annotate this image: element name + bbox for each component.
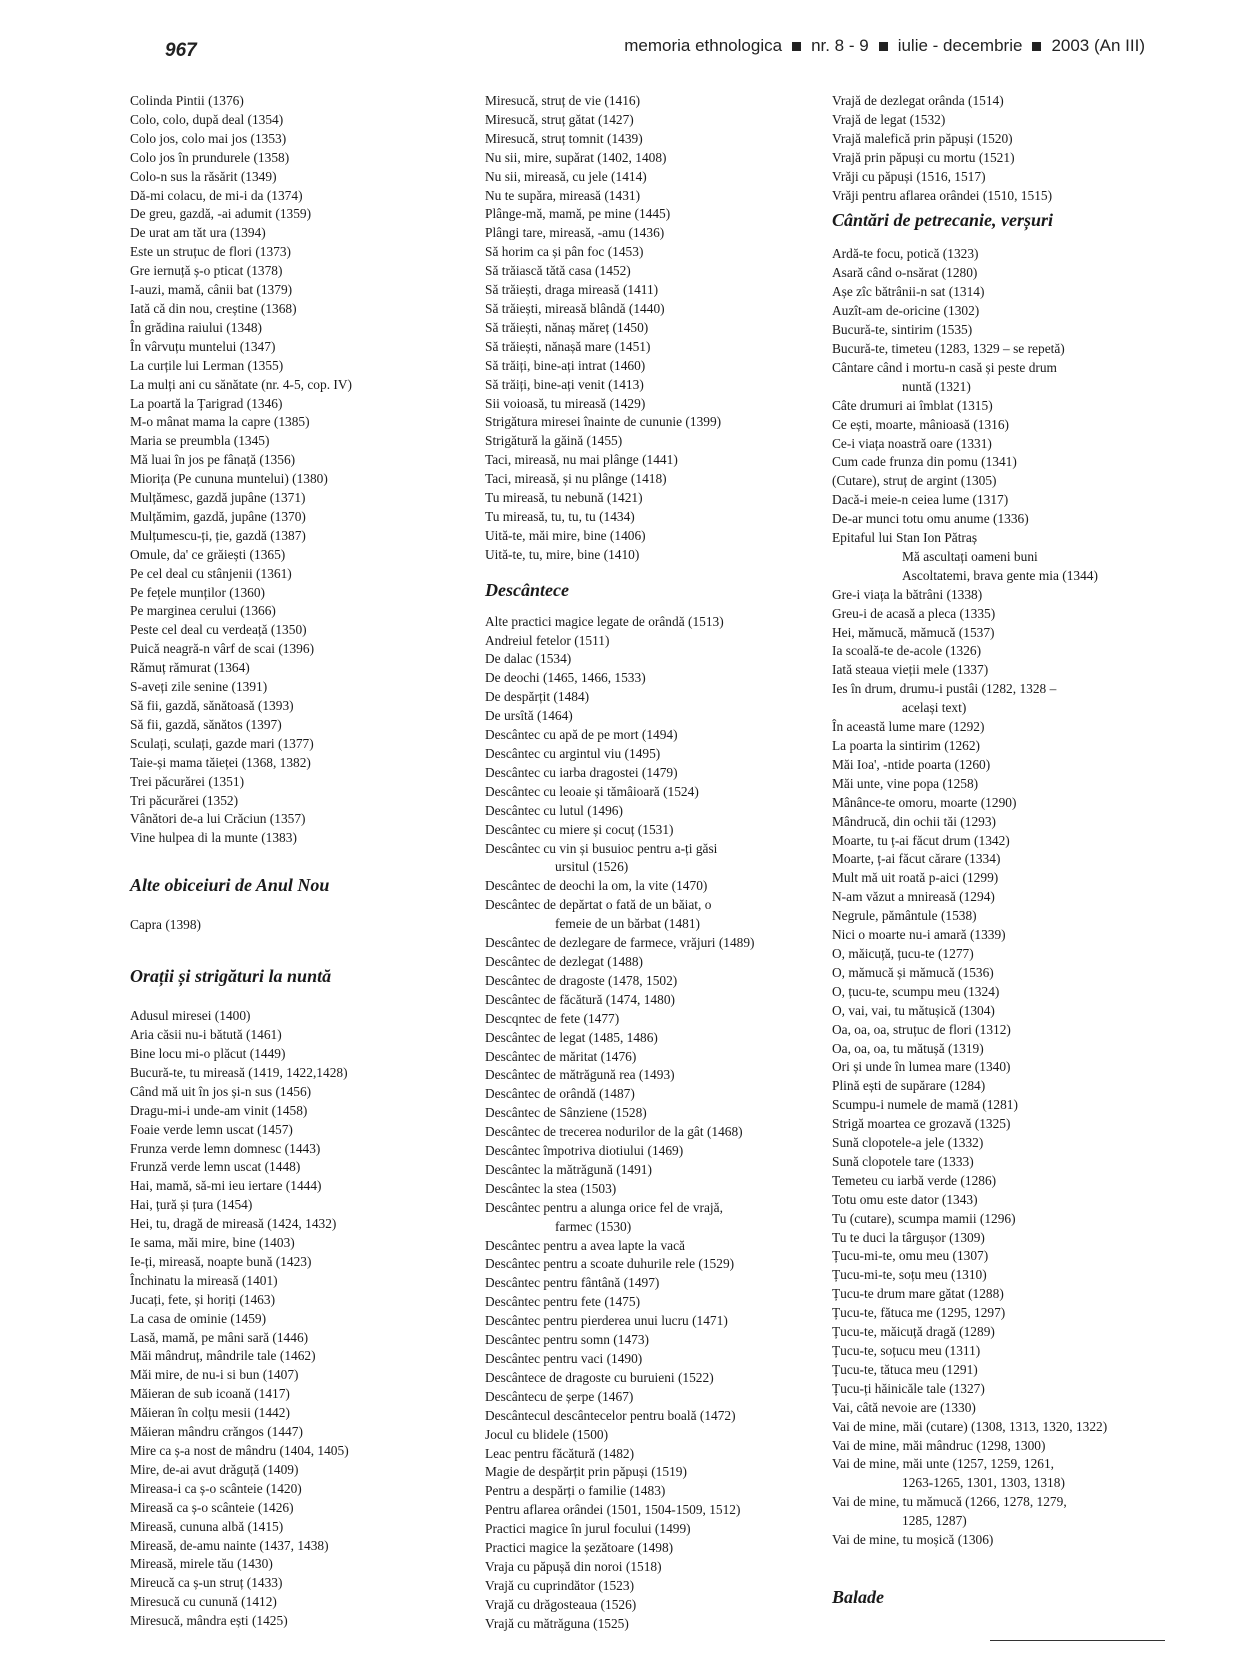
index-entry: Tu te duci la târgușor (1309) <box>832 1229 985 1245</box>
index-entry: Descântec pentru a alunga orice fel de vrajă, <box>485 1199 723 1215</box>
index-entry: S-aveți zile senine (1391) <box>130 679 268 695</box>
index-entry: Gre iernuță ș-o pticat (1378) <box>130 263 283 279</box>
index-entry: De despărțit (1484) <box>485 689 590 705</box>
index-entry: Ia scoală-te de-acole (1326) <box>832 643 982 659</box>
index-entry: Alte practici magice legate de orândă (1513) <box>485 613 724 629</box>
index-entry: Ori și unde în lumea mare (1340) <box>832 1059 1011 1075</box>
index-entry: De greu, gazdă, -ai adumit (1359) <box>130 206 312 222</box>
index-entry: Scumpu-i numele de mamă (1281) <box>832 1097 1018 1113</box>
index-entry: Vraja cu păpușă din noroi (1518) <box>485 1558 662 1574</box>
journal-issue: nr. 8 - 9 <box>811 36 869 55</box>
entry-list <box>485 92 815 565</box>
square-bullet-icon <box>1032 42 1041 51</box>
index-entry: Pe marginea cerului (1366) <box>130 603 276 619</box>
index-entry: Miorița (Pe cununa muntelui) (1380) <box>130 471 328 487</box>
index-entry: 1263-1265, 1301, 1303, 1318) <box>902 1475 1065 1491</box>
index-entry: Vai de mine, măi (cutare) (1308, 1313, 1320, 1322) <box>832 1418 1108 1434</box>
section-title: Orații și strigături la nuntă <box>130 966 332 987</box>
index-entry: Asară când o-nsărat (1280) <box>832 265 978 281</box>
index-entry: Închinatu la mireasă (1401) <box>130 1272 278 1288</box>
index-entry: Descântec cu vin și busuioc pentru a-ți găsi <box>485 840 718 856</box>
index-entry: Pe fețele munților (1360) <box>130 584 265 600</box>
index-entry: Mireasă, cununa albă (1415) <box>130 1518 284 1534</box>
index-entry: Dragu-mi-i unde-am vinit (1458) <box>130 1102 308 1118</box>
index-entry: Descântec de măritat (1476) <box>485 1048 637 1064</box>
index-entry: Țucu-te drum mare gătat (1288) <box>832 1286 1004 1302</box>
index-entry: Hei, tu, dragă de mireasă (1424, 1432) <box>130 1216 337 1232</box>
index-entry: Mulțămesc, gazdă jupâne (1371) <box>130 490 306 506</box>
index-entry: Trei păcurărei (1351) <box>130 773 245 789</box>
index-entry: Colo, colo, după deal (1354) <box>130 111 284 127</box>
section-title: Descântece <box>485 579 569 600</box>
index-entry: Descântec de trecerea nodurilor de la gât (1468) <box>485 1124 743 1140</box>
index-entry: Măi Ioa', -ntide poarta (1260) <box>832 756 991 772</box>
index-entry: Descântec cu iarba dragostei (1479) <box>485 764 678 780</box>
index-entry: Vrajă cu cuprindător (1523) <box>485 1577 635 1593</box>
index-entry: Taie-și mama tăieței (1368, 1382) <box>130 754 311 770</box>
index-entry: Mireasă, de-amu nainte (1437, 1438) <box>130 1537 329 1553</box>
index-entry: Mireasă, mirele tău (1430) <box>130 1556 273 1572</box>
index-entry: Câte drumuri ai îmblat (1315) <box>832 397 993 413</box>
index-entry: O, măicuță, țucu-te (1277) <box>832 945 974 961</box>
index-entry: Descântec împotriva diotiului (1469) <box>485 1143 684 1159</box>
index-entry: De urat am tăt ura (1394) <box>130 225 266 241</box>
index-entry: Descântec cu lutul (1496) <box>485 802 623 818</box>
index-entry: Să trăiești, nănașă mare (1451) <box>485 338 651 354</box>
index-entry: N-am văzut a mnireasă (1294) <box>832 889 995 905</box>
index-entry: Mânânce-te omoru, moarte (1290) <box>832 794 1017 810</box>
index-entry: Foaie verde lemn uscat (1457) <box>130 1121 293 1137</box>
index-entry: Mulțumescu-ți, ție, gazdă (1387) <box>130 527 306 543</box>
index-entry: Maria se preumbla (1345) <box>130 433 270 449</box>
index-entry: Ie-ți, mireasă, noapte bună (1423) <box>130 1253 312 1269</box>
index-entry: Să trăiești, mireasă blândă (1440) <box>485 300 665 316</box>
index-entry: Practici magice în jurul focului (1499) <box>485 1521 691 1537</box>
entry-list <box>130 92 430 848</box>
index-entry: Descântec cu argintul viu (1495) <box>485 746 661 761</box>
index-entry: Mireasă ca ș-o scânteie (1426) <box>130 1499 294 1515</box>
index-entry: ursitul (1526) <box>555 859 629 875</box>
index-entry: Descântec pentru fântână (1497) <box>485 1275 660 1291</box>
index-entry: Colo-n sus la răsărit (1349) <box>130 168 277 184</box>
index-entry: Descântec pentru vaci (1490) <box>485 1351 643 1366</box>
index-entry: Tu mireasă, tu nebună (1421) <box>485 490 643 506</box>
index-entry: farmec (1530) <box>555 1218 632 1234</box>
index-entry: Măi unte, vine popa (1258) <box>832 775 979 791</box>
section-title: Cântări de petrecanie, verșuri <box>832 210 1053 231</box>
index-entry: Măieran mândru crăngos (1447) <box>130 1424 303 1440</box>
index-entry: Măi mândruț, mândrile tale (1462) <box>130 1348 316 1364</box>
journal-year: 2003 (An III) <box>1051 36 1145 55</box>
index-entry: Sculați, sculați, gazde mari (1377) <box>130 735 314 751</box>
entry-list <box>130 1007 430 1631</box>
entry-list <box>832 92 1152 205</box>
index-entry: Tri păcurărei (1352) <box>130 792 239 808</box>
index-entry: Magie de despărțit prin păpuși (1519) <box>485 1464 687 1480</box>
index-entry: Hei, mămucă, mămucă (1537) <box>832 624 995 640</box>
index-entry: Mă ascultați oameni buni <box>902 548 1038 564</box>
index-entry: Strigătură la găină (1455) <box>485 433 623 449</box>
index-entry: Cântare când i mortu-n casă și peste drum <box>832 359 1057 375</box>
index-entry: Moarte, ț-ai făcut cărare (1334) <box>832 851 1001 867</box>
index-entry: Descântece de dragoste cu buruieni (1522) <box>485 1369 714 1385</box>
index-entry: La poartă la Țarigrad (1346) <box>130 395 283 411</box>
index-entry: Vai de mine, măi unte (1257, 1259, 1261, <box>832 1456 1055 1472</box>
index-entry: Măi mire, de nu-i si bun (1407) <box>130 1367 299 1383</box>
index-entry: Miresucă, mândra ești (1425) <box>130 1613 288 1629</box>
index-entry: Tu (cutare), scumpa mamii (1296) <box>832 1210 1016 1226</box>
index-entry: Vai de mine, măi mândruc (1298, 1300) <box>832 1437 1046 1453</box>
index-entry: Iată steaua vieții mele (1337) <box>832 662 989 678</box>
index-entry: (Cutare), struț de argint (1305) <box>832 473 997 489</box>
index-entry: Strigătura miresei înainte de cununie (1399) <box>485 414 722 430</box>
square-bullet-icon <box>879 42 888 51</box>
index-entry: Țucu-mi-te, omu meu (1307) <box>832 1248 989 1264</box>
index-entry: De deochi (1465, 1466, 1533) <box>485 670 646 686</box>
index-entry: În vârvuțu muntelui (1347) <box>130 338 276 354</box>
index-entry: La poarta la sintirim (1262) <box>832 738 980 753</box>
index-entry: Andreiul fetelor (1511) <box>485 632 610 648</box>
index-entry: Dă-mi colacu, de mi-i da (1374) <box>130 187 303 203</box>
index-entry: La casa de ominie (1459) <box>130 1310 267 1326</box>
index-entry: Nici o moarte nu-i amară (1339) <box>832 927 1006 943</box>
index-entry: Vrăji cu păpuși (1516, 1517) <box>832 168 986 184</box>
index-entry: Adusul miresei (1400) <box>130 1008 251 1024</box>
index-entry: Cum cade frunza din pomu (1341) <box>832 454 1017 470</box>
index-entry: Descântec de orândă (1487) <box>485 1086 635 1102</box>
index-entry: Ce ești, moarte, mânioasă (1316) <box>832 416 1010 432</box>
index-entry: Pentru aflarea orândei (1501, 1504-1509, 1512) <box>485 1502 741 1518</box>
index-entry: Temeteu cu iarbă verde (1286) <box>832 1172 997 1188</box>
index-entry: La mulți ani cu sănătate (nr. 4-5, cop. IV) <box>130 376 352 392</box>
footer-rule <box>990 1640 1165 1641</box>
index-entry: Plângi tare, mireasă, -amu (1436) <box>485 225 665 241</box>
index-entry: Omule, da' ce grăiești (1365) <box>130 546 286 562</box>
index-entry: Descântec la mătrăgună (1491) <box>485 1161 652 1177</box>
index-entry: Mire ca ș-a nost de mândru (1404, 1405) <box>130 1443 349 1458</box>
index-entry: Jocul cu blidele (1500) <box>485 1426 609 1442</box>
index-entry: Leac pentru făcătură (1482) <box>485 1445 635 1461</box>
index-entry: În această lume mare (1292) <box>832 719 985 735</box>
index-entry: Mireucă ca ș-un struț (1433) <box>130 1575 283 1591</box>
index-entry: Mă luai în jos pe fânață (1356) <box>130 452 296 468</box>
index-entry: femeie de un bărbat (1481) <box>555 916 701 932</box>
index-entry: Colo jos, colo mai jos (1353) <box>130 130 287 146</box>
index-entry: Moarte, tu ț-ai făcut drum (1342) <box>832 832 1010 848</box>
index-entry: Descântec de dragoste (1478, 1502) <box>485 972 678 988</box>
entry-list <box>130 916 430 935</box>
index-entry: Vrajă de legat (1532) <box>832 111 946 127</box>
index-entry: La curțile lui Lerman (1355) <box>130 357 284 373</box>
index-entry: Oa, oa, oa, struțuc de flori (1312) <box>832 1021 1011 1037</box>
index-entry: Miresucă cu cunună (1412) <box>130 1594 277 1610</box>
index-entry: Uită-te, măi mire, bine (1406) <box>485 527 646 543</box>
index-entry: Să trăiești, draga mireasă (1411) <box>485 282 659 298</box>
index-entry: Descântec de dezlegare de farmece, vrăjuri (1489) <box>485 935 755 951</box>
index-entry: Să fii, gazdă, sănătos (1397) <box>130 716 282 732</box>
index-entry: Vrăji pentru aflarea orândei (1510, 1515) <box>832 187 1053 203</box>
index-entry: Greu-i de acasă a pleca (1335) <box>832 605 996 621</box>
index-column-3 <box>832 92 1152 1628</box>
index-entry: Vai, câtă nevoie are (1330) <box>832 1399 976 1415</box>
index-entry: De dalac (1534) <box>485 651 572 667</box>
index-entry: Mândrucă, din ochii tăi (1293) <box>832 813 996 829</box>
index-entry: Jucați, fete, și horiți (1463) <box>130 1291 276 1307</box>
index-entry: Descântec cu apă de pe mort (1494) <box>485 727 678 743</box>
index-column-2 <box>485 92 815 1634</box>
index-entry: Descântec la stea (1503) <box>485 1180 617 1196</box>
index-entry: Dacă-i meie-n ceiea lume (1317) <box>832 492 1009 508</box>
index-entry: Vrajă cu drăgosteaua (1526) <box>485 1596 637 1612</box>
index-entry: Este un struțuc de flori (1373) <box>130 244 292 260</box>
index-entry: Măieran de sub icoană (1417) <box>130 1386 290 1402</box>
index-entry: De-ar munci totu omu anume (1336) <box>832 511 1029 527</box>
index-entry: Rămuț rămurat (1364) <box>130 660 250 676</box>
index-entry: nuntă (1321) <box>902 378 971 394</box>
index-entry: O, mămucă și mămucă (1536) <box>832 964 994 980</box>
index-entry: Vine hulpea di la munte (1383) <box>130 830 297 846</box>
index-entry: Țucu-te, soțucu meu (1311) <box>832 1343 981 1358</box>
index-entry: Când mă uit în jos și-n sus (1456) <box>130 1083 312 1099</box>
index-entry: Descqntec de fete (1477) <box>485 1010 620 1026</box>
index-entry: Plânge-mă, mamă, pe mine (1445) <box>485 206 671 222</box>
index-entry: Vrajă prin păpuși cu mortu (1521) <box>832 149 1015 165</box>
index-entry: Frunza verde lemn domnesc (1443) <box>130 1140 321 1156</box>
index-entry: I-auzi, mamă, cânii bat (1379) <box>130 282 293 298</box>
square-bullet-icon <box>792 42 801 51</box>
index-entry: Ardă-te focu, potică (1323) <box>832 246 979 262</box>
index-entry: În grădina raiului (1348) <box>130 319 263 335</box>
index-entry: Vrajă malefică prin păpuși (1520) <box>832 130 1013 146</box>
index-entry: Pentru a despărți o familie (1483) <box>485 1483 666 1499</box>
journal-header <box>624 36 1145 56</box>
index-entry: Țucu-mi-te, soțu meu (1310) <box>832 1267 987 1283</box>
index-entry: Mire, de-ai avut drăguță (1409) <box>130 1461 299 1477</box>
index-entry: Așe zîc bătrânii-n sat (1314) <box>832 284 985 300</box>
index-entry: Bucură-te, sintirim (1535) <box>832 322 973 338</box>
index-entry: Să trăiți, bine-ați intrat (1460) <box>485 357 646 373</box>
index-entry: Taci, mireasă, și nu plânge (1418) <box>485 471 667 487</box>
index-entry: Mulțămim, gazdă, jupâne (1370) <box>130 508 306 524</box>
index-entry: Bucură-te, timeteu (1283, 1329 – se repetă) <box>832 340 1065 356</box>
index-entry: Colo jos în prundurele (1358) <box>130 149 290 165</box>
entry-list <box>832 245 1152 1550</box>
index-entry: Descântec cu miere și cocuț (1531) <box>485 821 674 837</box>
index-entry: Descântec pentru a avea lapte la vacă <box>485 1237 685 1253</box>
index-entry: Descântec cu leoaie și tămâioară (1524) <box>485 783 699 799</box>
index-entry: Să trăiți, bine-ați venit (1413) <box>485 376 644 392</box>
index-entry: Descântec de Sânziene (1528) <box>485 1105 647 1121</box>
section-title: Alte obiceiuri de Anul Nou <box>130 875 330 896</box>
index-entry: M-o mânat mama la capre (1385) <box>130 414 310 430</box>
index-entry: Vai de mine, tu mămucă (1266, 1278, 1279, <box>832 1494 1067 1510</box>
index-entry: Tu mireasă, tu, tu, tu (1434) <box>485 508 635 524</box>
index-entry: Vrajă cu mătrăguna (1525) <box>485 1615 629 1631</box>
index-entry: Peste cel deal cu verdeață (1350) <box>130 622 307 638</box>
index-entry: Nu te supăra, mireasă (1431) <box>485 187 641 203</box>
index-entry: Nu sii, mire, supărat (1402, 1408) <box>485 149 667 165</box>
index-entry: Hai, mamă, să-mi ieu iertare (1444) <box>130 1178 322 1194</box>
index-entry: Miresucă, struț de vie (1416) <box>485 93 641 108</box>
index-entry: Taci, mireasă, nu mai plânge (1441) <box>485 452 678 468</box>
index-entry: Descântecu de șerpe (1467) <box>485 1388 634 1404</box>
index-entry: Plină ești de supărare (1284) <box>832 1078 986 1094</box>
index-entry: Descântec pentru somn (1473) <box>485 1332 649 1348</box>
index-entry: Ie sama, măi mire, bine (1403) <box>130 1235 295 1251</box>
index-entry: Strigă moartea ce grozavă (1325) <box>832 1116 1011 1132</box>
index-entry: O, vai, vai, tu mătușică (1304) <box>832 1002 995 1018</box>
index-entry: Mult mă uit roată p-aici (1299) <box>832 870 999 886</box>
index-entry: Puică neagră-n vârf de scai (1396) <box>130 641 315 657</box>
index-entry: Descântec de deochi la om, la vite (1470) <box>485 878 708 894</box>
index-entry: același text) <box>902 700 967 716</box>
entry-list <box>485 613 815 1634</box>
index-entry: Descântec de legat (1485, 1486) <box>485 1029 658 1045</box>
index-entry: Miresucă, struț gătat (1427) <box>485 111 634 127</box>
index-entry: Descântec de dezlegat (1488) <box>485 953 644 969</box>
index-entry: Descântecul descântecelor pentru boală (1472) <box>485 1407 736 1423</box>
index-entry: Țucu-te, măicuță dragă (1289) <box>832 1324 995 1340</box>
index-entry: De ursîtă (1464) <box>485 708 573 724</box>
index-entry: Bucură-te, tu mireasă (1419, 1422,1428) <box>130 1064 348 1080</box>
index-entry: Țucu-te, fătuca me (1295, 1297) <box>832 1305 1006 1321</box>
page-number: 967 <box>165 40 197 61</box>
index-entry: Oa, oa, oa, tu mătușă (1319) <box>832 1040 984 1056</box>
index-entry: Vai de mine, tu moșică (1306) <box>832 1532 994 1548</box>
index-entry: Iată că din nou, creștine (1368) <box>130 300 297 316</box>
index-entry: O, țucu-te, scumpu meu (1324) <box>832 983 1000 999</box>
index-entry: Sună clopotele tare (1333) <box>832 1153 974 1169</box>
index-entry: Bine locu mi-o plăcut (1449) <box>130 1045 286 1061</box>
index-entry: Lasă, mamă, pe mâni sară (1446) <box>130 1329 309 1345</box>
index-entry: Ies în drum, drumu-i pustâi (1282, 1328 – <box>832 681 1057 697</box>
index-entry: Să horim ca și pân foc (1453) <box>485 244 644 260</box>
index-entry: Descântec de depărtat o fată de un băiat, o <box>485 897 712 913</box>
index-entry: Nu sii, mireasă, cu jele (1414) <box>485 168 647 184</box>
journal-title: memoria ethnologica <box>624 36 783 55</box>
index-entry: Miresucă, struț tomnit (1439) <box>485 130 643 146</box>
index-entry: Vrajă de dezlegat orânda (1514) <box>832 93 1004 108</box>
index-entry: Să fii, gazdă, sănătoasă (1393) <box>130 698 294 713</box>
index-entry: Sună clopotele-a jele (1332) <box>832 1135 984 1151</box>
index-entry: Gre-i viața la bătrâni (1338) <box>832 586 983 602</box>
index-entry: Uită-te, tu, mire, bine (1410) <box>485 546 640 562</box>
running-header <box>0 28 1255 64</box>
index-entry: Negrule, pământule (1538) <box>832 908 977 924</box>
index-entry: Practici magice la șezătoare (1498) <box>485 1540 674 1556</box>
index-entry: Auzît-am de-oricine (1302) <box>832 303 980 319</box>
index-entry: Pe cel deal cu stânjenii (1361) <box>130 565 292 581</box>
index-column-1 <box>130 92 430 1631</box>
index-entry: Ce-i viața noastră oare (1331) <box>832 435 992 451</box>
index-entry: 1285, 1287) <box>902 1513 967 1529</box>
index-entry: Totu omu este dator (1343) <box>832 1191 978 1207</box>
journal-period: iulie - decembrie <box>897 36 1023 55</box>
index-entry: Colinda Pintii (1376) <box>130 93 244 108</box>
index-entry: Hai, țură și țura (1454) <box>130 1197 253 1213</box>
index-entry: Să trăiești, nănaș măreț (1450) <box>485 319 649 335</box>
index-entry: Capra (1398) <box>130 917 202 933</box>
index-entry: Ascoltatemi, brava gente mia (1344) <box>902 567 1098 583</box>
index-entry: Descântec de făcătură (1474, 1480) <box>485 991 675 1007</box>
index-entry: Țucu-ți hăinicăle tale (1327) <box>832 1380 985 1396</box>
section-title: Balade <box>832 1586 884 1607</box>
index-entry: Mireasa-i ca ș-o scânteie (1420) <box>130 1480 302 1496</box>
index-entry: Țucu-te, tătuca meu (1291) <box>832 1361 978 1377</box>
index-entry: Descântec de mătrăgună rea (1493) <box>485 1067 675 1083</box>
index-entry: Sii voioasă, tu mireasă (1429) <box>485 395 646 411</box>
index-entry: Măieran în colțu mesii (1442) <box>130 1405 290 1421</box>
index-entry: Descântec pentru a scoate duhurile rele (1529) <box>485 1256 735 1272</box>
index-entry: Epitaful lui Stan Ion Pătraș <box>832 530 978 546</box>
index-entry: Să trăiască tătă casa (1452) <box>485 263 631 279</box>
index-entry: Descântec pentru fete (1475) <box>485 1294 641 1310</box>
index-entry: Frunză verde lemn uscat (1448) <box>130 1159 301 1175</box>
index-entry: Vânători de-a lui Crăciun (1357) <box>130 811 306 827</box>
index-entry: Descântec pentru pierderea unui lucru (1471) <box>485 1313 728 1329</box>
index-entry: Aria căsii nu-i bătută (1461) <box>130 1027 282 1043</box>
